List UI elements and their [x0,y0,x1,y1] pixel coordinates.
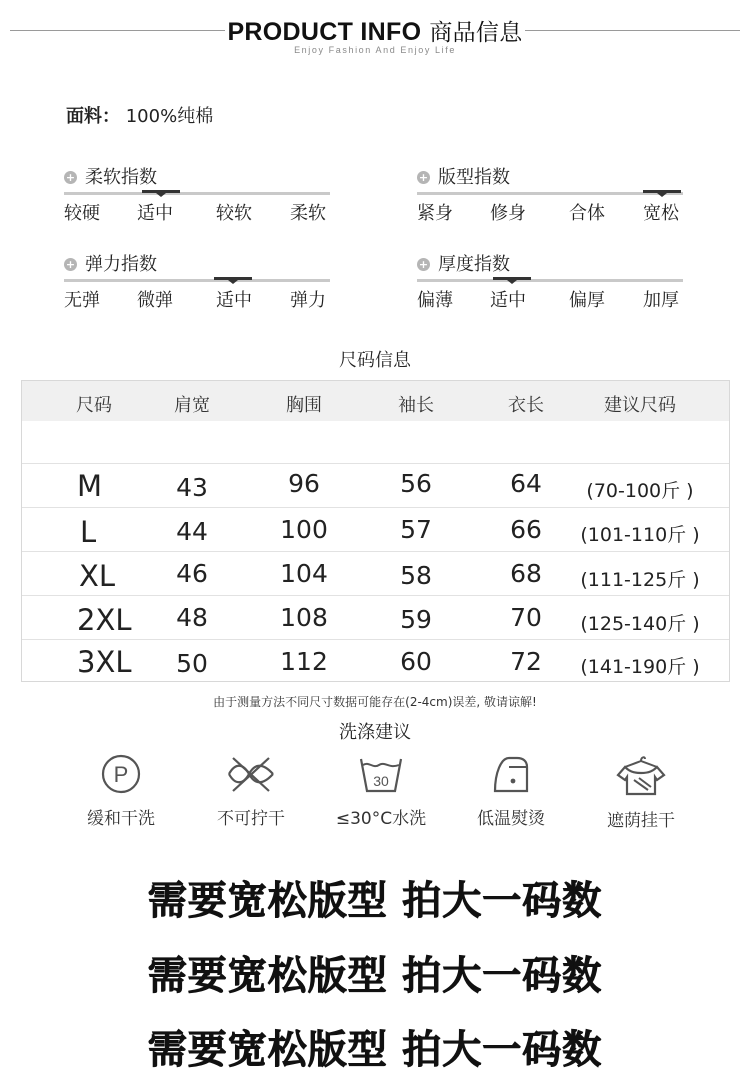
size-cell: 2XL [77,603,132,637]
row-divider [22,639,729,640]
plus-icon: + [65,258,76,271]
row-divider [22,551,729,552]
table-header [22,381,729,421]
page-title-en: PRODUCT INFO [227,18,422,46]
index-option-selected: 宽松 [643,203,679,224]
table-cell: 66 [510,515,542,544]
column-header: 尺码 [76,395,112,416]
fit-index-title: + 版型指数 [418,167,510,188]
column-header: 肩宽 [174,395,210,416]
index-bar [417,279,683,282]
index-marker [643,190,681,193]
index-option: 无弹 [64,290,100,311]
fabric-info [66,102,213,128]
care-item-no-wring [201,753,301,829]
index-marker [214,277,252,280]
index-option: 微弹 [137,290,173,311]
table-cell: 100 [280,515,328,544]
svg-text:P: P [113,762,129,787]
care-label: 不可拧干 [217,809,285,829]
index-option: 修身 [490,203,526,224]
index-option: 较硬 [64,203,100,224]
softness-index-title: + 柔软指数 [65,167,157,188]
fabric-value: 100%纯棉 [125,106,214,127]
plus-icon: + [65,171,76,184]
index-bar [64,279,330,282]
table-cell: 112 [280,647,328,676]
care-item-wash-30 [331,753,431,829]
table-cell: (70-100斤 ) [586,480,694,502]
table-cell: 70 [510,603,542,632]
fit-index [417,163,683,233]
table-cell: 68 [510,559,542,588]
size-cell: L [80,515,97,549]
column-header: 胸围 [286,395,322,416]
care-label: 遮荫挂干 [607,811,675,831]
table-cell: 48 [176,603,208,632]
index-option: 合体 [569,203,605,224]
row-divider [22,595,729,596]
index-option-selected: 适中 [490,290,526,311]
table-cell: 60 [400,647,432,676]
index-option-selected: 适中 [216,290,252,311]
wash-30-icon [357,753,405,795]
plus-icon: + [418,258,429,271]
table-cell: 59 [400,605,432,634]
index-marker [493,277,531,280]
index-bar [64,192,330,195]
low-iron-icon [487,753,535,795]
index-option: 柔软 [290,203,326,224]
table-cell: 96 [288,469,320,498]
table-cell: 46 [176,559,208,588]
table-cell: 57 [400,515,432,544]
no-wring-icon [225,753,277,795]
page-subtitle: Enjoy Fashion And Enjoy Life [294,45,456,55]
table-cell: 108 [280,603,328,632]
thickness-index-title: + 厚度指数 [418,254,510,275]
index-option: 加厚 [643,290,679,311]
table-cell: (125-140斤 ) [580,613,700,635]
fabric-label: 面料： [66,106,120,127]
index-option: 偏厚 [569,290,605,311]
column-header: 衣长 [508,395,544,416]
table-cell: (101-110斤 ) [580,524,700,546]
care-item-shade-dry [591,753,691,831]
index-option: 偏薄 [417,290,453,311]
table-cell: 64 [510,469,542,498]
table-cell: (141-190斤 ) [580,656,700,678]
table-cell: 104 [280,559,328,588]
table-cell: 44 [176,517,208,546]
row-divider [22,463,729,464]
thickness-index [417,250,683,320]
size-cell: M [77,469,103,503]
elasticity-index [64,250,330,320]
page-title-cn: 商品信息 [429,20,523,46]
care-label: 缓和干洗 [87,809,155,829]
size-cell: XL [79,559,116,593]
care-label: 低温熨烫 [477,809,545,829]
column-header: 建议尺码 [604,395,676,416]
index-option-selected: 适中 [137,203,173,224]
table-cell: 43 [176,473,208,502]
size-cell: 3XL [77,645,132,679]
table-cell: 56 [400,469,432,498]
table-cell: 50 [176,649,208,678]
row-divider [22,507,729,508]
slogan: 需要宽松版型 拍大一码数 [147,879,603,924]
table-cell: 58 [400,561,432,590]
index-option: 弹力 [290,290,326,311]
index-marker [142,190,180,193]
size-section-title: 尺码信息 [339,350,411,371]
index-option: 较软 [216,203,252,224]
elasticity-index-title: + 弹力指数 [65,254,157,275]
dry-clean-icon [99,753,143,795]
measurement-note: 由于测量方法不同尺寸数据可能存在(2-4cm)误差, 敬请谅解! [213,695,537,709]
slogan: 需要宽松版型 拍大一码数 [147,954,603,999]
care-item-dry-clean [71,753,171,829]
shade-dry-icon [615,753,667,797]
column-header: 袖长 [398,395,434,416]
size-table [21,380,730,682]
page-title [0,14,750,47]
softness-index [64,163,330,233]
care-section-title: 洗涤建议 [339,722,411,743]
plus-icon: + [418,171,429,184]
table-cell: (111-125斤 ) [580,569,700,591]
care-label: ≤30°C水洗 [335,809,427,829]
table-cell: 72 [510,647,542,676]
svg-text:30: 30 [373,773,389,789]
slogan: 需要宽松版型 拍大一码数 [147,1028,603,1073]
index-option: 紧身 [417,203,453,224]
care-item-low-iron [461,753,561,829]
